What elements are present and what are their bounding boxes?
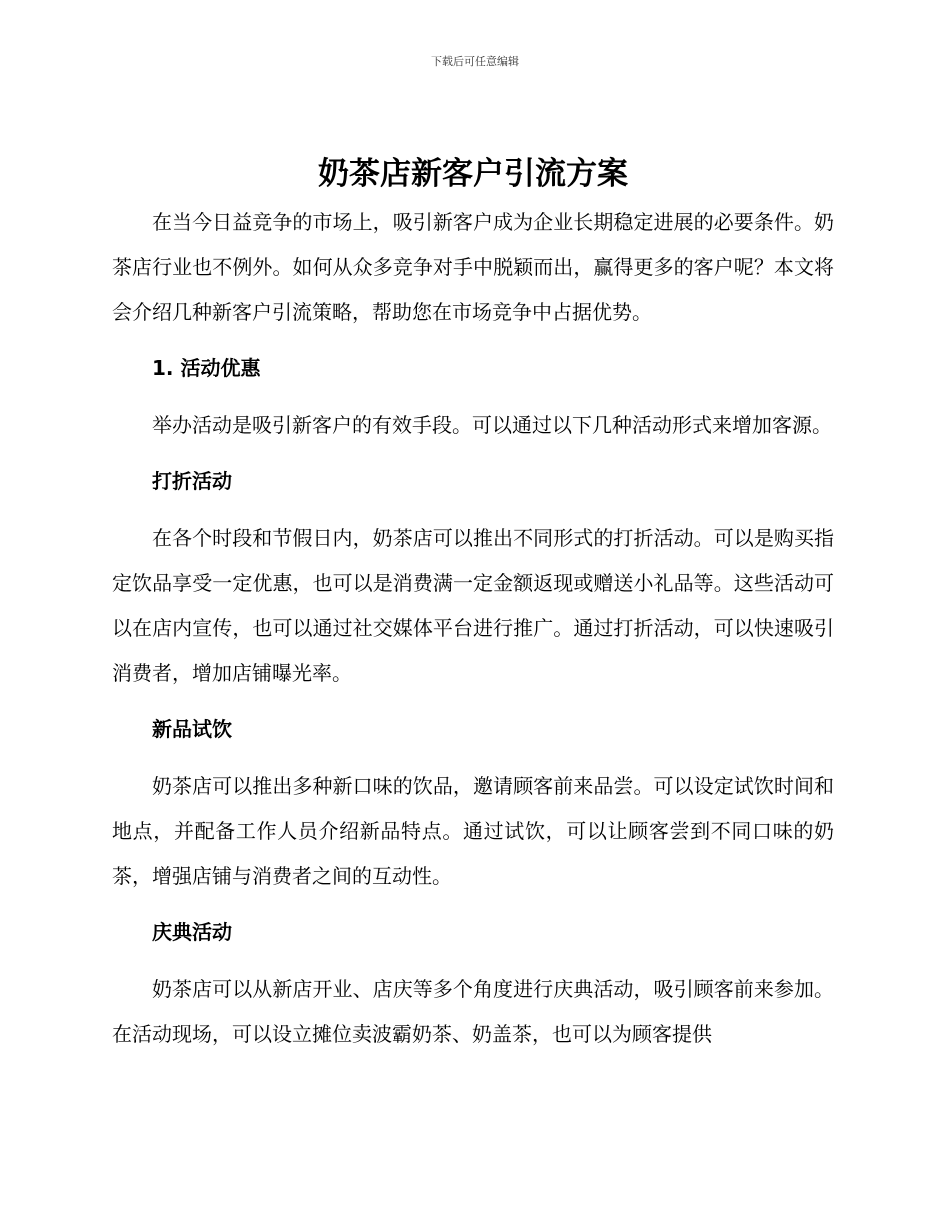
subsection-paragraph-tasting: 奶茶店可以推出多种新口味的饮品，邀请顾客前来品尝。可以设定试饮时间和地点，并配备工作人员介绍新品特点。通过试饮，可以让顾客尝到不同口味的奶茶，增强店铺与消费者之间的互动性。: [112, 774, 834, 888]
document-title: 奶茶店新客户引流方案: [318, 156, 628, 192]
subsection-paragraph-celebration: 奶茶店可以从新店开业、店庆等多个角度进行庆典活动，吸引顾客前来参加。在活动现场，可以设立摊位卖波霸奶茶、奶盖茶，也可以为顾客提供: [112, 977, 834, 1046]
subsection-paragraph-discount: 在各个时段和节假日内，奶茶店可以推出不同形式的打折活动。可以是购买指定饮品享受一定优惠，也可以是消费满一定金额返现或赠送小礼品等。这些活动可以在店内宣传，也可以通过社交媒体平台进行推广。通过打折活动，可以快速吸引消费者，增加店铺曝光率。: [112, 526, 834, 685]
spacer: [112, 504, 834, 516]
subsection-heading-discount: 打折活动: [152, 469, 232, 493]
intro-paragraph: 在当今日益竞争的市场上，吸引新客户成为企业长期稳定进展的必要条件。奶茶店行业也不例外。如何从众多竞争对手中脱颖而出，赢得更多的客户呢？本文将会介绍几种新客户引流策略，帮助您在市场竞争中占据优势。: [112, 210, 834, 324]
subsection-heading-tasting: 新品试饮: [152, 717, 232, 741]
spacer: [112, 696, 834, 707]
spacer: [112, 899, 834, 910]
section-paragraph-activities: 举办活动是吸引新客户的有效手段。可以通过以下几种活动形式来增加客源。: [152, 413, 832, 437]
document-body: [112, 148, 834, 1057]
subsection-heading-celebration: 庆典活动: [152, 920, 232, 944]
spacer: [112, 752, 834, 764]
section-heading-activities: 1. 活动优惠: [152, 356, 261, 380]
spacer: [112, 391, 834, 403]
spacer: [112, 448, 834, 459]
header-note: 下载后可任意编辑: [431, 55, 519, 68]
spacer: [112, 335, 834, 346]
spacer: [112, 955, 834, 967]
